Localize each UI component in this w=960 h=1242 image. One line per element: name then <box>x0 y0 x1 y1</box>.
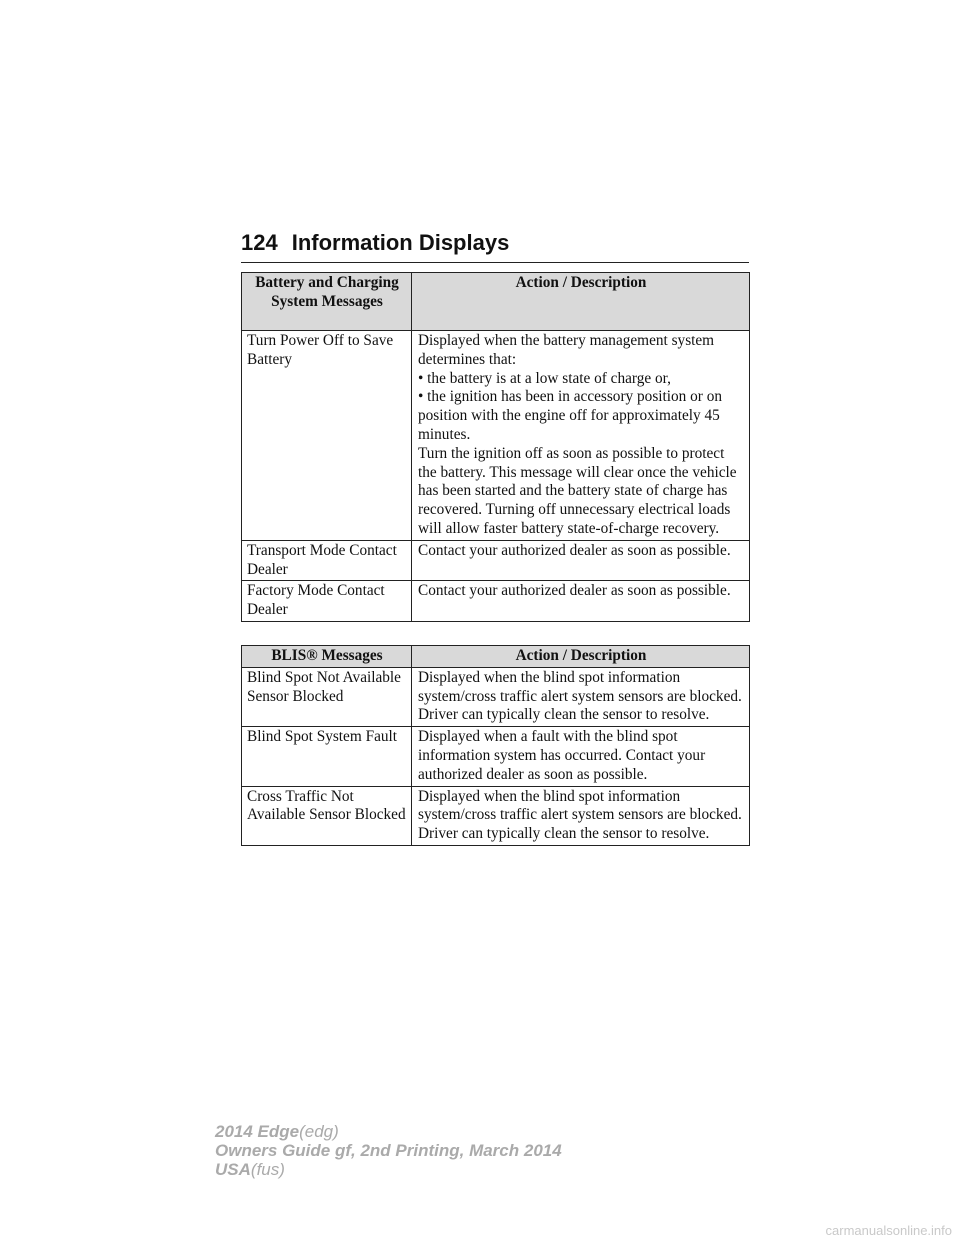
watermark: carmanualsonline.info <box>825 1223 952 1238</box>
bullet-line: • the battery is at a low state of charge or, <box>418 369 671 387</box>
column-header-message: Battery and Charging System Messages <box>242 273 412 331</box>
message-cell: Blind Spot System Fault <box>242 727 412 786</box>
column-header-action: Action / Description <box>412 646 750 668</box>
table-header-row <box>242 273 750 331</box>
page-number: 124 <box>241 230 278 255</box>
footer-market: USA <box>215 1160 251 1179</box>
table-row <box>242 581 750 622</box>
footer-guide: Owners Guide gf, 2nd Printing, March 2014 <box>215 1141 562 1160</box>
description-line: Turn the ignition off as soon as possible to protect the battery. This message will clear once the vehicle has been started and the battery state of charge has recovered. Turning off unnecessary electrical loads will allow faster battery state-of-charge recovery. <box>418 444 737 537</box>
description-cell: Contact your authorized dealer as soon as possible. <box>412 581 750 622</box>
blis-messages-table <box>241 645 750 846</box>
battery-messages-table <box>241 272 750 622</box>
table-row <box>242 727 750 786</box>
footer-market-line <box>215 1160 562 1179</box>
table-row <box>242 331 750 541</box>
table-row <box>242 667 750 726</box>
description-cell: Contact your authorized dealer as soon as possible. <box>412 540 750 581</box>
message-cell: Blind Spot Not Available Sensor Blocked <box>242 667 412 726</box>
bullet-line: • the ignition has been in accessory position or on position with the engine off for approximately 45 minutes. <box>418 388 723 443</box>
section-title: Information Displays <box>291 230 510 255</box>
table-row <box>242 786 750 845</box>
page-footer <box>215 1122 562 1179</box>
page-header <box>241 230 749 263</box>
column-header-action: Action / Description <box>412 273 750 331</box>
column-header-message: BLIS® Messages <box>242 646 412 668</box>
description-cell <box>412 331 750 541</box>
description-line: Displayed when the battery management system determines that: <box>418 332 715 368</box>
footer-guide-line <box>215 1141 562 1160</box>
footer-model-line <box>215 1122 562 1141</box>
footer-model-code: (edg) <box>299 1122 339 1141</box>
description-cell: Displayed when the blind spot information system/cross traffic alert system sensors are blocked. Driver can typically clean the sensor to resolve. <box>412 667 750 726</box>
message-cell: Transport Mode Contact Dealer <box>242 540 412 581</box>
message-cell: Turn Power Off to Save Battery <box>242 331 412 541</box>
description-cell: Displayed when a fault with the blind spot information system has occurred. Contact your authorized dealer as soon as possible. <box>412 727 750 786</box>
message-cell: Cross Traffic Not Available Sensor Blocked <box>242 786 412 845</box>
table-row <box>242 540 750 581</box>
table-header-row <box>242 646 750 668</box>
description-cell: Displayed when the blind spot information system/cross traffic alert system sensors are blocked. Driver can typically clean the sensor to resolve. <box>412 786 750 845</box>
message-cell: Factory Mode Contact Dealer <box>242 581 412 622</box>
footer-market-code: (fus) <box>250 1160 285 1179</box>
footer-model: 2014 Edge <box>215 1122 300 1141</box>
